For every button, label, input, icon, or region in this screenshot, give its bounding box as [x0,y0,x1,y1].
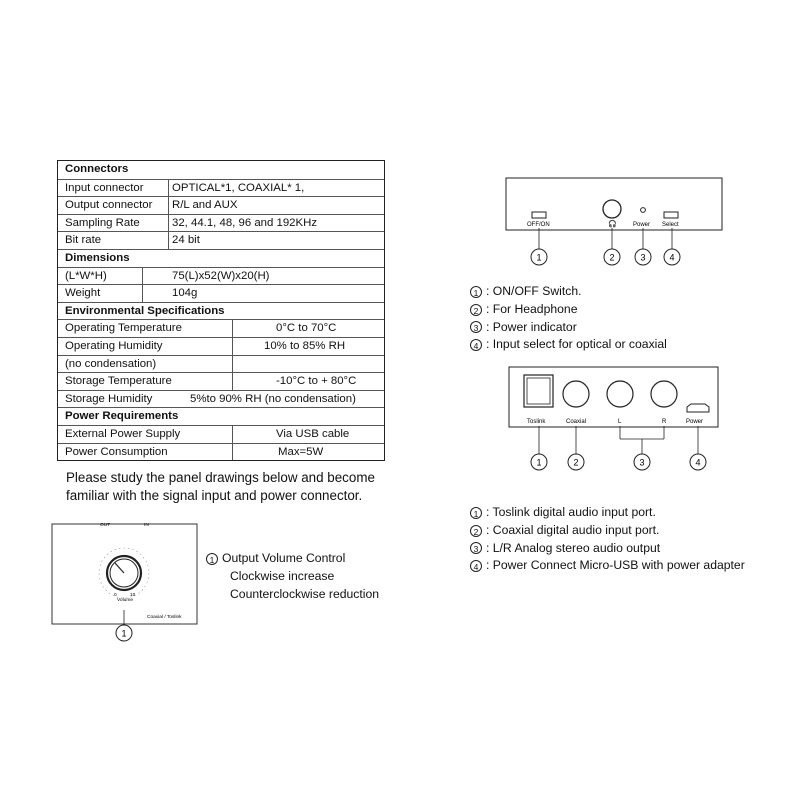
legend-text: : For Headphone [486,301,578,316]
legend-text: : L/R Analog stereo audio output [486,540,661,555]
spec-value: 5%to 90% RH (no condensation) [190,392,356,405]
table-row [58,425,384,443]
spec-value: 32, 44.1, 48, 96 and 192KHz [172,216,318,229]
spec-value: OPTICAL*1, COAXIAL* 1, [172,181,305,194]
power-indicator-led [641,208,646,213]
spec-label: Power Consumption [65,445,168,458]
callout-4: 4 [669,252,675,263]
table-row [58,196,384,214]
spec-value: R/L and AUX [172,199,238,212]
callout-number: 1 [206,553,218,565]
rear-panel-drawing [508,366,728,476]
spec-label: (L*W*H) [65,269,107,282]
spec-label: Storage Temperature [65,375,172,388]
callout-2: 2 [609,252,615,263]
legend-text: : ON/OFF Switch. [486,284,582,298]
table-row [58,355,384,373]
input-select-button[interactable] [664,212,678,218]
legend-item [470,336,667,354]
spec-label: Operating Temperature [65,322,182,335]
section-heading-connectors: Connectors [65,163,129,175]
in-label: IN [144,523,149,528]
legend-text: Clockwise increase [230,568,335,583]
volume-label: Volume [117,598,133,603]
callout-3: 3 [640,252,646,263]
legend-item [470,557,745,575]
table-row [58,319,384,337]
coaxial-label: Coaxial [566,419,587,425]
legend-text: : Power indicator [486,319,577,334]
spec-value: Max=5W [278,445,324,458]
volume-scale-min: 0 [114,593,117,598]
callout-number: 2 [470,304,482,316]
right-audio-output[interactable] [651,381,677,407]
top-panel-legend [470,283,667,354]
table-row [58,179,384,197]
spec-label: Weight [65,287,101,300]
front-panel-legend [206,550,379,603]
spec-value: 0°C to 70°C [276,322,337,335]
legend-text: : Toslink digital audio input port. [486,505,656,519]
callout-1: 1 [536,252,542,263]
legend-item [206,550,379,568]
power-label: Power [686,419,704,425]
off-on-label: OFF/ON [527,222,550,228]
micro-usb-port[interactable] [687,404,709,412]
section-heading-environmental: Environmental Specifications [58,302,384,320]
coaxial-toslink-label: Coaxial / Toslink [147,615,182,620]
coaxial-port[interactable] [563,381,589,407]
spec-label: External Power Supply [65,427,181,440]
spec-label: Sampling Rate [65,216,140,229]
callout-number: 2 [470,525,482,537]
legend-item [206,568,379,586]
select-label: Select [662,222,679,228]
legend-text: : Coaxial digital audio input port. [486,522,660,537]
spec-label: Output connector [65,199,153,212]
callout-2: 2 [573,457,579,468]
headphone-jack[interactable] [603,200,621,218]
callout-3: 3 [639,457,645,468]
table-row [58,372,384,390]
table-row [58,231,384,249]
left-audio-output[interactable] [607,381,633,407]
on-off-switch[interactable] [532,212,546,218]
spec-table [57,160,385,461]
spec-value: -10°C to + 80°C [276,375,357,388]
spec-value: 24 bit [172,234,200,247]
legend-item [206,586,379,604]
power-label: Power [633,222,651,228]
callout-number: 3 [470,542,482,554]
callout-number: 4 [470,339,482,351]
spec-value: 75(L)x52(W)x20(H) [172,269,270,282]
legend-item [470,522,745,540]
table-row [58,390,384,408]
volume-scale-max: 10 [130,593,136,598]
out-label: OUT [100,523,111,528]
spec-value: 104g [172,287,198,300]
legend-text: Output Volume Control [222,551,346,565]
spec-value: 10% to 85% RH [264,339,346,352]
top-panel-drawing [505,177,725,272]
callout-1: 1 [536,457,542,468]
table-row [58,337,384,355]
table-row [58,214,384,232]
legend-text: Counterclockwise reduction [230,586,380,601]
legend-item [470,283,667,301]
rear-panel-legend [470,504,745,575]
legend-text: : Power Connect Micro-USB with power adapter [486,558,745,573]
spec-value: Via USB cable [276,427,350,440]
panel-instructions: Please study the panel drawings below and become familiar with the signal input and power connector. [66,470,375,503]
callout-number: 4 [470,560,482,572]
table-row [58,284,384,302]
callout-4: 4 [695,457,701,468]
legend-item [470,540,745,558]
legend-item [470,319,667,337]
spec-label: (no condensation) [65,357,157,370]
l-label: L [618,419,622,425]
front-panel-drawing [50,518,200,646]
spec-label: Storage Humidity [65,392,153,405]
spec-label: Input connector [65,181,144,194]
legend-text: : Input select for optical or coaxial [486,337,667,352]
section-heading-dimensions: Dimensions [58,249,384,267]
callout-number: 1 [470,286,482,298]
table-row [58,443,384,461]
callout-number: 1 [470,507,482,519]
section-heading-power: Power Requirements [58,407,384,425]
spec-label: Operating Humidity [65,339,163,352]
headphone-icon: 🎧 [608,221,617,228]
callout-number: 3 [470,321,482,333]
toslink-label: Toslink [527,419,546,425]
table-row [58,267,384,285]
r-label: R [662,419,667,425]
legend-item [470,301,667,319]
legend-item [470,504,745,522]
callout-1: 1 [121,628,127,639]
spec-label: Bit rate [65,234,102,247]
